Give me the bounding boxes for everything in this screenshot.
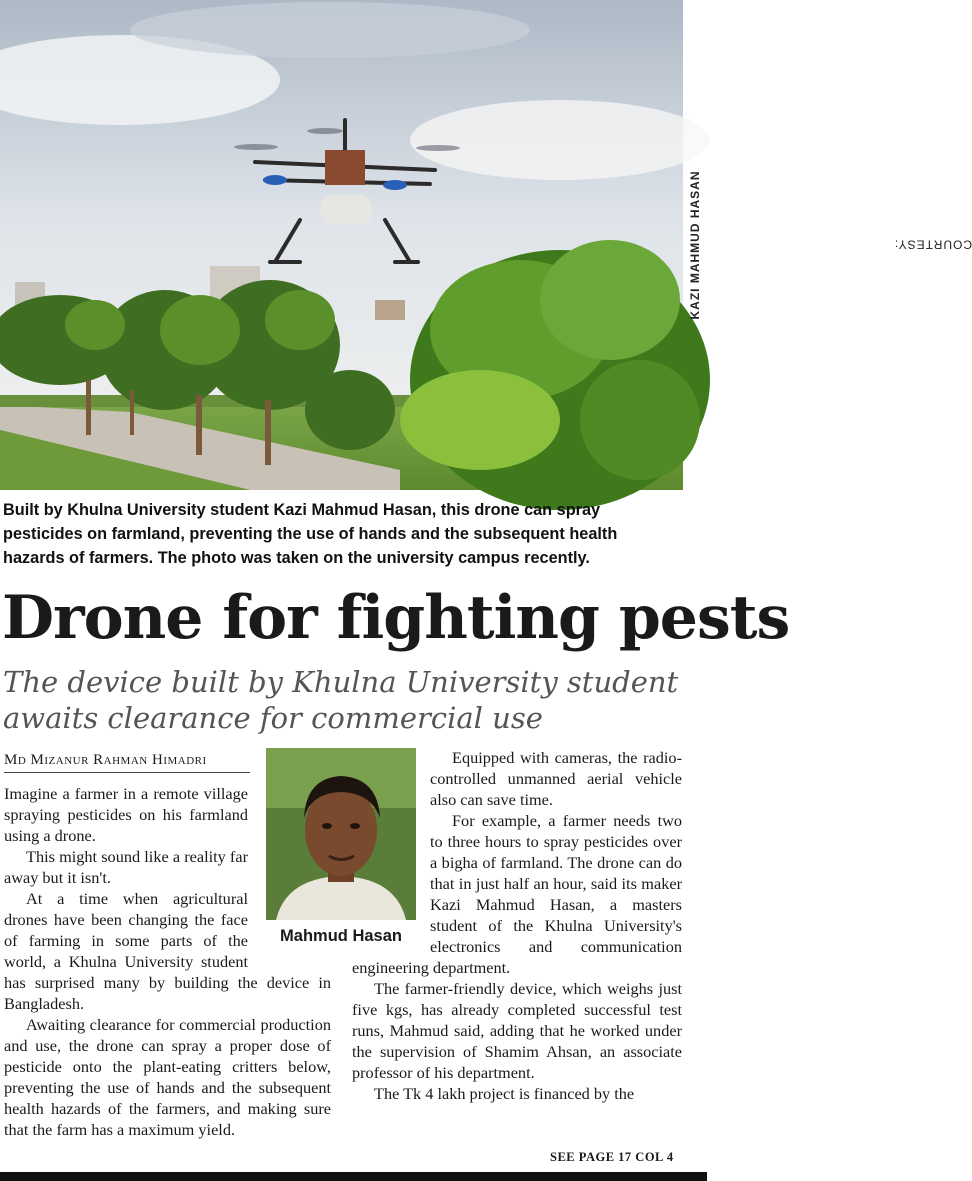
paragraph: Equipped with cameras, the radio-controlled unmanned aerial vehicle also can save time. <box>430 748 682 809</box>
drone-photo <box>0 0 683 490</box>
continuation-note: SEE PAGE 17 COL 4 <box>550 1150 674 1164</box>
paragraph: For example, a farmer needs two to three hours to spray pesticides over a bigha of farmland. The drone can do that in just half an hour, said its maker Kazi Mahmud Hasan, a masters student of the Khulna University's electronics and communication engineering department. <box>352 811 682 977</box>
headline: Drone for fighting pests <box>2 583 790 653</box>
paragraph: At a time when agricultural drones have been changing the face of farming in some parts of the world, a Khulna University student has surprised many by building the device in Bangladesh. <box>4 889 331 1013</box>
drone-photo-illustration <box>0 0 683 490</box>
byline: Md Mizanur Rahman Himadri <box>4 752 250 773</box>
photo-credit-name: KAZI MAHMUD HASAN <box>688 170 702 320</box>
paragraph: Imagine a farmer in a remote village spraying pesticides on his farmland using a drone. <box>4 784 248 845</box>
paragraph: This might sound like a reality far away but it isn't. <box>4 847 248 887</box>
bottom-rule <box>0 1172 707 1181</box>
article-column-left <box>4 783 331 1140</box>
paragraph: Awaiting clearance for commercial production and use, the drone can spray a proper dose of pesticide onto the plant-eating critters below, preventing the use of hands and the subsequent health hazards of the farmers, and making sure that the farm has a maximum yield. <box>4 1015 331 1139</box>
subheadline: The device built by Khulna University student awaits clearance for commercial use <box>3 665 679 735</box>
paragraph: The farmer-friendly device, which weighs just five kgs, has already completed successful test runs, Mahmud said, adding that he worked under the supervision of Shamim Ahsan, an associate professor of his department. <box>352 979 682 1082</box>
photo-credit <box>683 0 972 490</box>
photo-credit-prefix: COURTESY: <box>893 238 972 252</box>
photo-caption: Built by Khulna University student Kazi Mahmud Hasan, this drone can spray pesticides on farmland, preventing the use of hands and the subsequent health hazards of farmers. The photo was taken on the university campus recently. <box>3 501 618 567</box>
article-column-right <box>352 747 682 1104</box>
paragraph: The Tk 4 lakh project is financed by the <box>374 1084 635 1103</box>
mugshot-caption: Mahmud Hasan <box>280 927 402 945</box>
